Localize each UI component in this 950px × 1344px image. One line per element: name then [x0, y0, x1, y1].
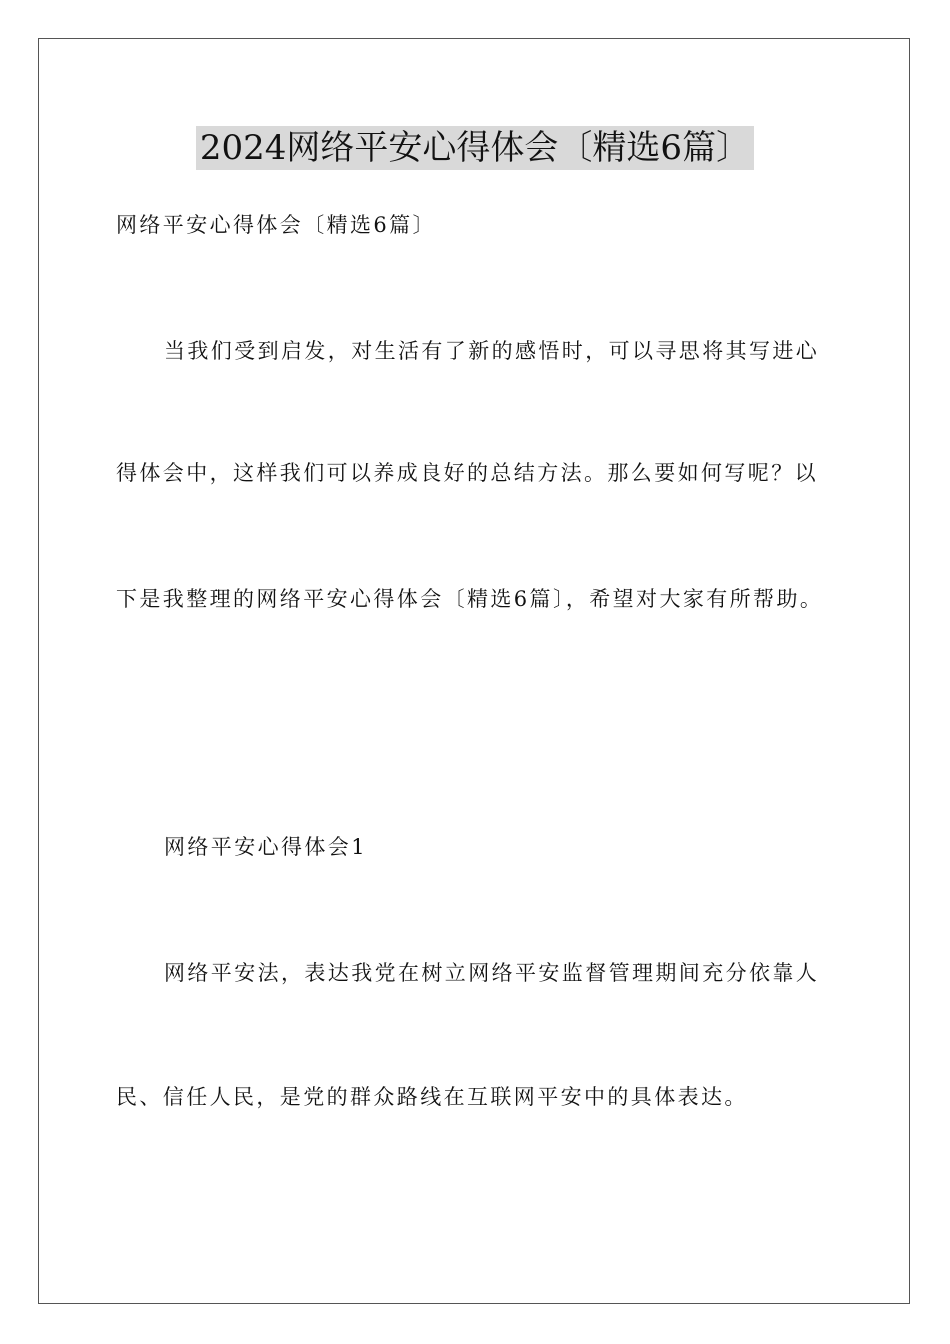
section-line-2: 民、信任人民，是党的群众路线在互联网平安中的具体表达。 [116, 1085, 748, 1109]
intro-line-3: 下是我整理的网络平安心得体会〔精选6篇〕，希望对大家有所帮助。 [116, 587, 824, 611]
document-subtitle: 网络平安心得体会〔精选6篇〕 [116, 213, 436, 237]
section-line-1: 网络平安法，表达我党在树立网络平安监督管理期间充分依靠人 [164, 961, 820, 985]
intro-line-1: 当我们受到启发，对生活有了新的感悟时，可以寻思将其写进心 [164, 339, 820, 363]
title-container [0, 126, 950, 170]
section-heading: 网络平安心得体会1 [164, 835, 367, 859]
intro-line-2: 得体会中，这样我们可以养成良好的总结方法。那么要如何写呢？以 [116, 461, 818, 485]
document-title: 2024网络平安心得体会〔精选6篇〕 [196, 126, 754, 170]
